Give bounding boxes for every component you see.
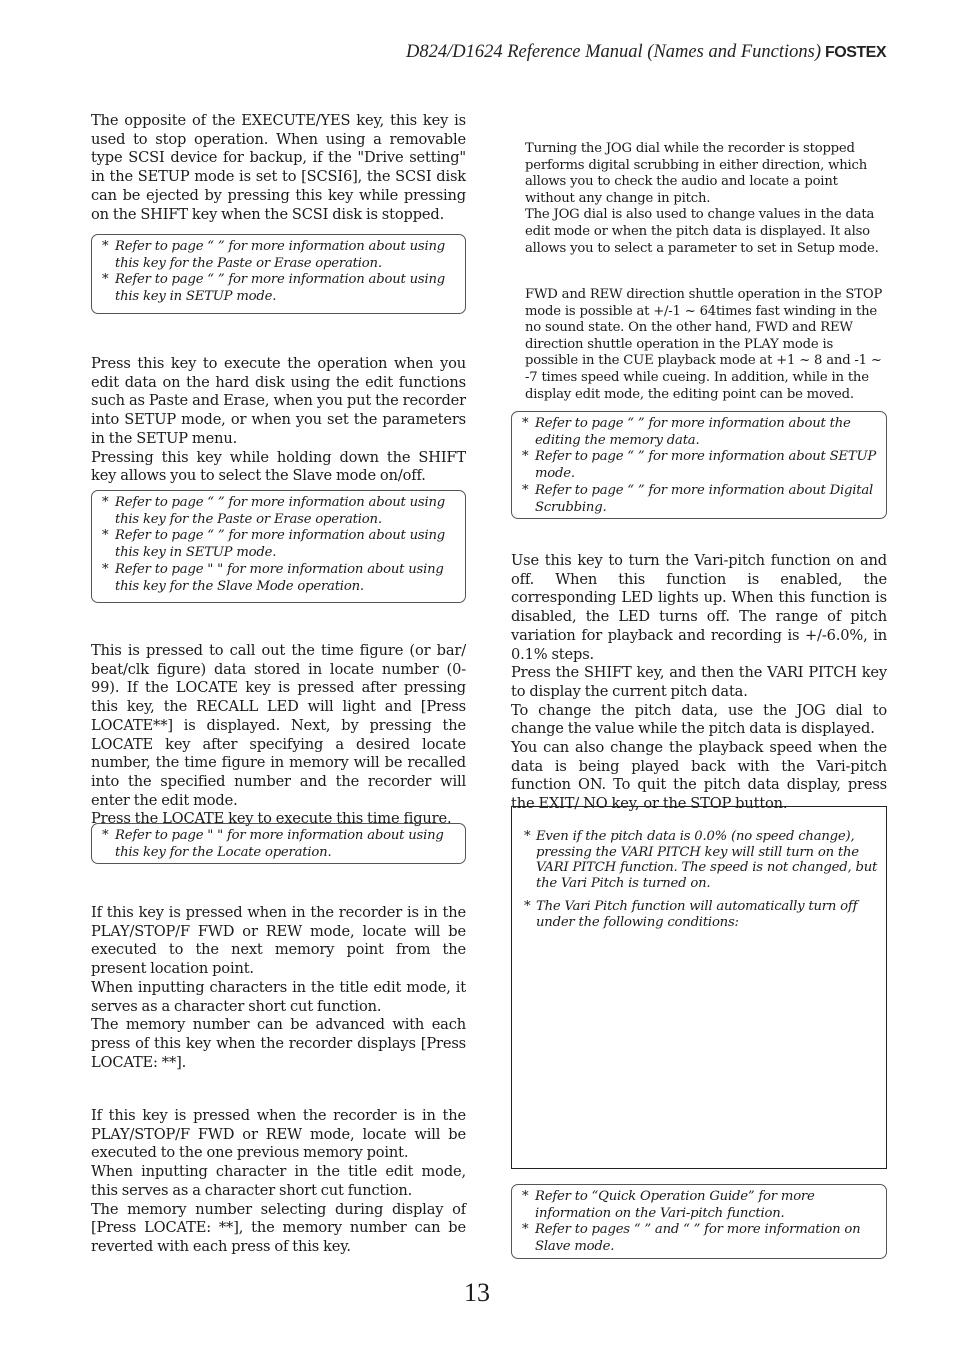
next-key-description	[91, 904, 466, 1072]
exit-key-notes	[91, 234, 466, 314]
vari-pitch-conditions-box	[511, 806, 887, 1169]
paragraph: Press this key to execute the operation when you edit data on the hard disk using the edit functions such as Paste and Erase, when you put the recorder into SETUP mode, or when you set the parameters in the SETUP menu.	[91, 355, 466, 447]
note-item: * Refer to page “ ” for more information about SETUP mode.	[522, 449, 877, 482]
paragraph: You can also change the playback speed when the data is being played back with the Vari-pitch function ON. To quit the pitch data display, press the EXIT/ NO key, or the STOP button.	[511, 739, 887, 813]
exit-key-description	[91, 112, 466, 224]
paragraph: The JOG dial is also used to change values in the data edit mode or when the pitch data is displayed. It also allows you to select a parameter to set in Setup mode.	[525, 207, 879, 256]
note-item: * The Vari Pitch function will automatically turn off under the following conditions:	[524, 899, 858, 930]
shuttle-description	[525, 287, 887, 403]
paragraph: When inputting character in the title edit mode, this serves as a character short cut function.	[91, 1163, 466, 1199]
paragraph: Press the SHIFT key, and then the VARI PITCH key to display the current pitch data.	[511, 664, 887, 700]
note-item: * Refer to page “ ” for more information about using this key in SETUP mode.	[102, 528, 446, 561]
recall-key-notes	[91, 823, 466, 864]
paragraph: The opposite of the EXECUTE/YES key, this key is used to stop operation. When using a removable type SCSI device for backup, if the "Drive setting" in the SETUP mode is set to [SCSI6], the SCSI disk can be ejected by pressing this key while pressing on the SHIFT key when the SCSI disk is stopped.	[91, 112, 466, 223]
note-item: * Refer to page " " for more information about using this key for the Locate operation.	[102, 828, 444, 860]
note-item: * Refer to page “ ” for more information about the editing the memory data.	[522, 416, 851, 448]
paragraph: To change the pitch data, use the JOG dial to change the value while the pitch data is displayed.	[511, 701, 887, 738]
paragraph: If this key is pressed when in the recorder is in the PLAY/STOP/F FWD or REW mode, locate will be executed to the next memory point from the present location point.	[91, 904, 466, 978]
paragraph: Turning the JOG dial while the recorder is stopped performs digital scrubbing in either direction, which allows you to check the audio and locate a point without any change in pitch.	[525, 141, 867, 206]
paragraph: Use this key to turn the Vari-pitch function on and off. When this function is enabled, the corresponding LED lights up. When this function is disabled, the LED turns off. The range of pitch variation for playback and recording is +/-6.0%, in 0.1% steps.	[511, 552, 887, 663]
page-number: 13	[464, 1278, 490, 1307]
jog-dial-description	[525, 141, 887, 257]
header-title: D824/D1624 Reference Manual (Names and Functions)	[406, 42, 821, 62]
note-item: * Refer to page “ ” for more information about using this key in SETUP mode.	[102, 272, 446, 305]
paragraph: The memory number selecting during display of [Press LOCATE: **], the memory number can be reverted with each press of this key.	[91, 1200, 466, 1255]
note-item: * Refer to “Quick Operation Guide” for more information on the Vari-pitch function.	[522, 1189, 815, 1221]
execute-key-notes	[91, 490, 466, 603]
note-item: * Refer to page “ ” for more information about Digital Scrubbing.	[522, 482, 874, 515]
vari-pitch-notes	[511, 1184, 887, 1259]
execute-key-description	[91, 355, 466, 486]
fostex-logo: FOSTEX	[824, 44, 886, 61]
recall-key-description	[91, 642, 466, 829]
paragraph: When inputting characters in the title edit mode, it serves as a character short cut function.	[91, 978, 466, 1015]
note-item: * Refer to pages “ ” and “ ” for more information on Slave mode.	[522, 1222, 861, 1255]
paragraph: FWD and REW direction shuttle operation in the STOP mode is possible at +/-1 ~ 64times fast winding in the no sound state. On the other hand, FWD and REW direction shuttle operation in the PLAY mode is possible in the CUE playback mode at +1 ~ 8 and -1 ~ -7 times speed while cueing. In addition, while in the display edit mode, the editing point can be moved.	[525, 287, 883, 402]
running-header	[406, 42, 886, 63]
paragraph: If this key is pressed when the recorder is in the PLAY/STOP/F FWD or REW mode, locate will be executed to the one previous memory point.	[91, 1107, 466, 1162]
note-item: * Even if the pitch data is 0.0% (no speed change), pressing the VARI PITCH key will still turn on the VARI PITCH function. The speed is not changed, but the Vari Pitch is turned on.	[524, 829, 878, 891]
paragraph: The memory number can be advanced with each press of this key when the recorder displays [Press LOCATE: **].	[91, 1016, 466, 1071]
note-item: * Refer to page “ ” for more information about using this key for the Paste or Erase operation.	[102, 495, 446, 527]
paragraph: Pressing this key while holding down the SHIFT key allows you to select the Slave mode on/off.	[91, 448, 466, 485]
jog-shuttle-notes	[511, 411, 887, 519]
prev-key-description	[91, 1107, 466, 1257]
note-item: * Refer to page “ ” for more information about using this key for the Paste or Erase operation.	[102, 239, 446, 271]
vari-pitch-description	[511, 552, 887, 814]
note-item: * Refer to page " " for more information about using this key for the Slave Mode operation.	[102, 561, 444, 594]
paragraph: This is pressed to call out the time figure (or bar/ beat/clk figure) data stored in locate number (0-99). If the LOCATE key is pressed after pressing this key, the RECALL LED will light and [Press LOCATE**] is displayed. Next, by pressing the LOCATE key after specifying a desired locate number, the time figure in memory will be recalled into the specified number and the recorder will enter the edit mode.	[91, 642, 466, 809]
paragraph: Press the LOCATE key to execute this time figure.	[91, 810, 452, 828]
